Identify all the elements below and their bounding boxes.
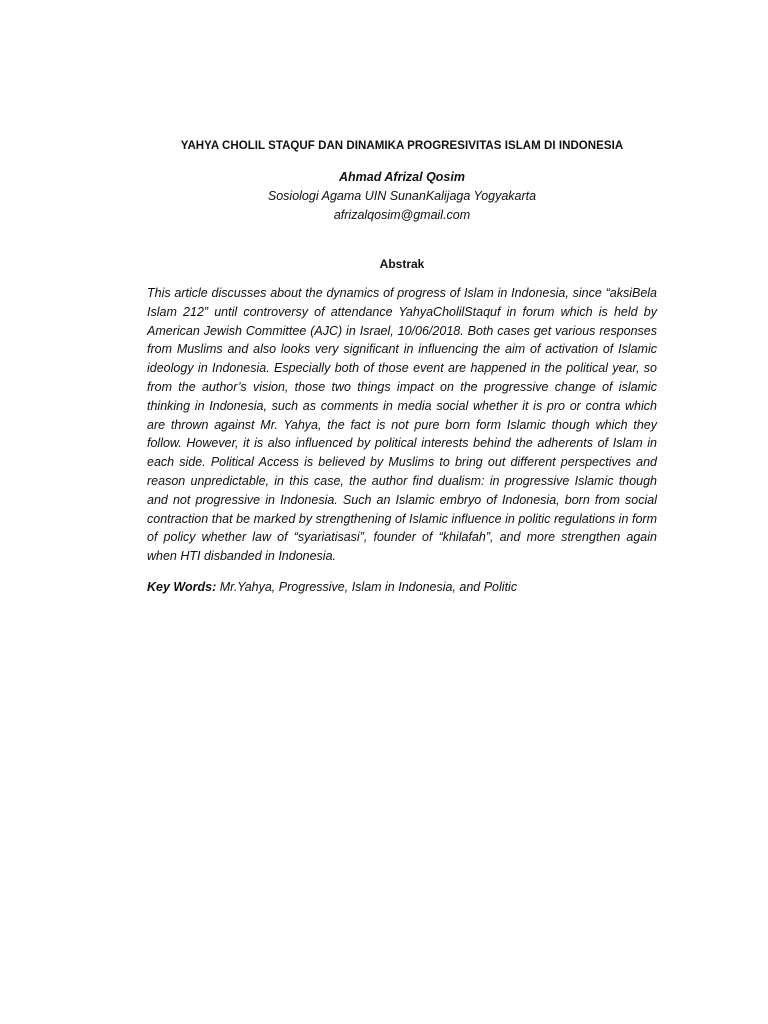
abstract-heading: Abstrak — [379, 257, 425, 271]
paper-title: YAHYA CHOLIL STAQUF DAN DINAMIKA PROGRESIVITAS ISLAM DI INDONESIA — [180, 140, 624, 152]
author-email: afrizalqosim@gmail.com — [333, 208, 471, 222]
keywords-label: Key Words: — [147, 579, 217, 594]
author-name: Ahmad Afrizal Qosim — [339, 170, 465, 184]
abstract-body: This article discusses about the dynamics of progress of Islam in Indonesia, since “aksiBela Islam 212” until controversy of attendance YahyaCholilStaquf in forum which is held by American Jewish Committee (AJC) in Israel, 10/06/2018. Both cases get various responses from Muslims and also looks very significant in influencing the aim of activation of Islamic ideology in Indonesia. Especially both of those event are happened in the political year, so from the author’s vision, those two things impact on the progressive change of islamic thinking in Indonesia, such as comments in media social whether it is pro or contra which are thrown against Mr. Yahya, the fact is not pure born form Islamic though which they follow. However, it is also influenced by political interests behind the adherents of Islam in each side. Political Access is believed by Muslims to bring out different perspectives and reason unpredictable, in this case, the author find dualism: in progressive Islamic though and not progressive in Indonesia. Such an Islamic embryo of Indonesia, born from social contraction that be marked by strengthening of Islamic influence in politic regulations in form of policy whether law of “syariatisasi”, founder of “khilafah”, and more strengthen again when HTI disbanded in Indonesia. — [147, 286, 657, 564]
keywords-line — [147, 578, 657, 596]
keywords-values: Mr.Yahya, Progressive, Islam in Indonesia, and Politic — [216, 579, 518, 594]
author-affiliation: Sosiologi Agama UIN SunanKalijaga Yogyakarta — [267, 189, 537, 203]
paper-front-matter — [147, 138, 657, 596]
